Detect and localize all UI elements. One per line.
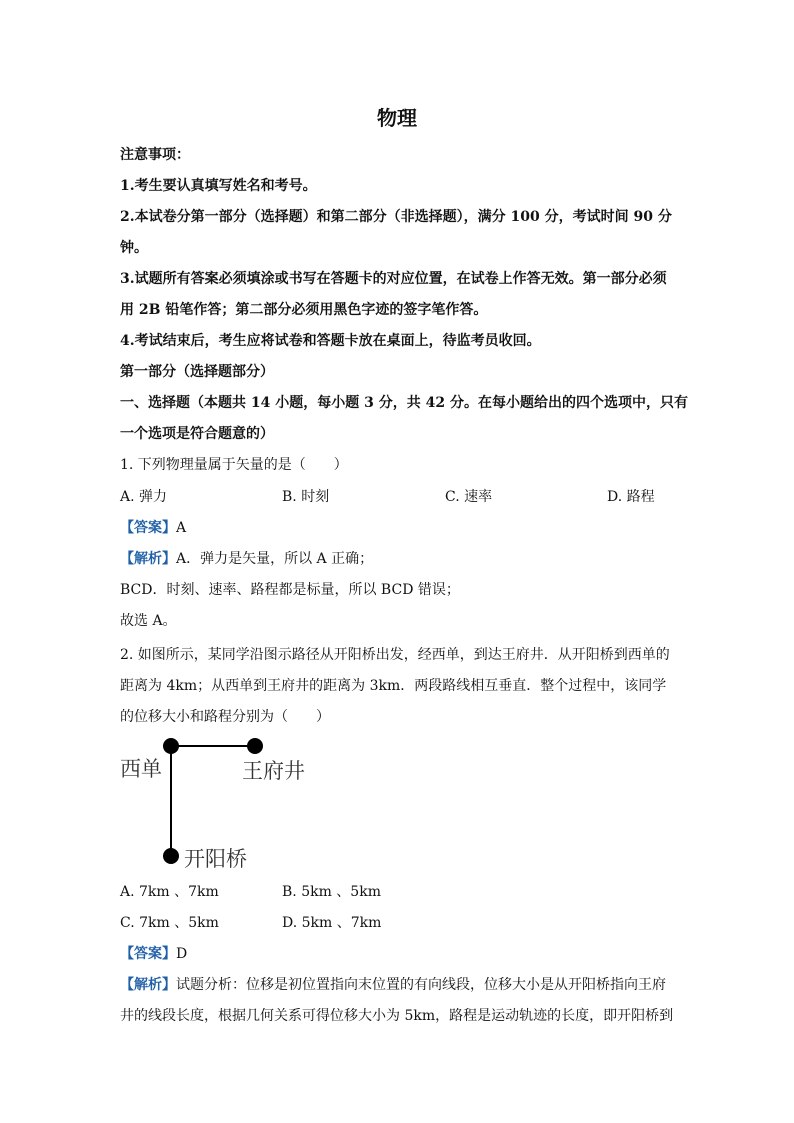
section-heading: 一、选择题（本题共 14 小题，每小题 3 分，共 42 分。在每小题给出的四个选项中，只有 — [120, 395, 688, 411]
section-heading-cont: 一个选项是符合题意的） — [120, 426, 274, 442]
question-1-stem: 1. 下列物理量属于矢量的是（ ） — [120, 457, 348, 473]
answer-tag: 【答案】 — [120, 520, 176, 536]
q1-option-a: A. 弹力 — [120, 489, 168, 505]
label-xidan: 西单 — [120, 757, 162, 781]
q1-analysis-line: BCD．时刻、速率、路程都是标量，所以 BCD 错误； — [120, 582, 460, 598]
page-title: 物理 — [377, 106, 417, 130]
answer-value: D — [176, 946, 188, 962]
analysis-text: 试题分析：位移是初位置指向末位置的有向线段，位移大小是从开阳桥指向王府 — [176, 977, 666, 993]
notice-item: 3.试题所有答案必须填涂或书写在答题卡的对应位置，在试卷上作答无效。第一部分必须 — [120, 271, 667, 287]
question-2-stem: 2. 如图所示，某同学沿图示路径从开阳桥出发，经西单，到达王府井．从开阳桥到西单的 — [120, 647, 670, 663]
q1-option-c: C. 速率 — [445, 489, 493, 505]
answer-tag: 【答案】 — [120, 946, 176, 962]
route-diagram — [118, 732, 338, 877]
notice-item: 4.考试结束后，考生应将试卷和答题卡放在桌面上，待监考员收回。 — [120, 333, 541, 349]
question-2-stem-line: 的位移大小和路程分别为（ ） — [120, 709, 330, 725]
answer-value: A — [176, 520, 187, 536]
q2-analysis — [120, 975, 666, 995]
q2-analysis-line: 井的线段长度，根据几何关系可得位移大小为 5km，路程是运动轨迹的长度，即开阳桥到 — [120, 1008, 674, 1024]
kaiyangqiao-point — [163, 848, 179, 864]
notice-heading: 注意事项： — [120, 147, 190, 163]
notice-item: 2.本试卷分第一部分（选择题）和第二部分（非选择题），满分 100 分，考试时间 90 分 — [120, 209, 672, 225]
q1-option-d: D. 路程 — [607, 489, 655, 505]
xidan-point — [163, 738, 179, 754]
analysis-tag: 【解析】 — [120, 977, 176, 993]
q2-option-c: C. 7km 、5km — [120, 915, 219, 931]
label-wangfujing: 王府井 — [242, 759, 305, 783]
q1-answer — [120, 518, 186, 538]
q2-answer — [120, 944, 187, 964]
part-heading: 第一部分（选择题部分） — [120, 364, 274, 380]
q2-option-d: D. 5km 、7km — [282, 915, 382, 931]
question-2-stem-line: 距离为 4km；从西单到王府井的距离为 3km．两段路线相互垂直．整个过程中，该同学 — [120, 678, 667, 694]
analysis-tag: 【解析】 — [120, 551, 176, 567]
q1-analysis-line: 故选 A。 — [120, 613, 177, 629]
notice-item: 钟。 — [120, 240, 148, 256]
wangfujing-point — [247, 738, 263, 754]
q1-analysis — [120, 549, 373, 569]
q1-option-b: B. 时刻 — [282, 489, 330, 505]
q2-option-a: A. 7km 、7km — [120, 884, 219, 900]
label-kaiyangqiao: 开阳桥 — [184, 847, 247, 871]
q2-option-b: B. 5km 、5km — [282, 884, 381, 900]
notice-item: 1.考生要认真填写姓名和考号。 — [120, 178, 317, 194]
notice-item: 用 2B 铅笔作答；第二部分必须用黑色字迹的签字笔作答。 — [120, 302, 488, 318]
analysis-text: A．弹力是矢量，所以 A 正确； — [176, 551, 374, 567]
